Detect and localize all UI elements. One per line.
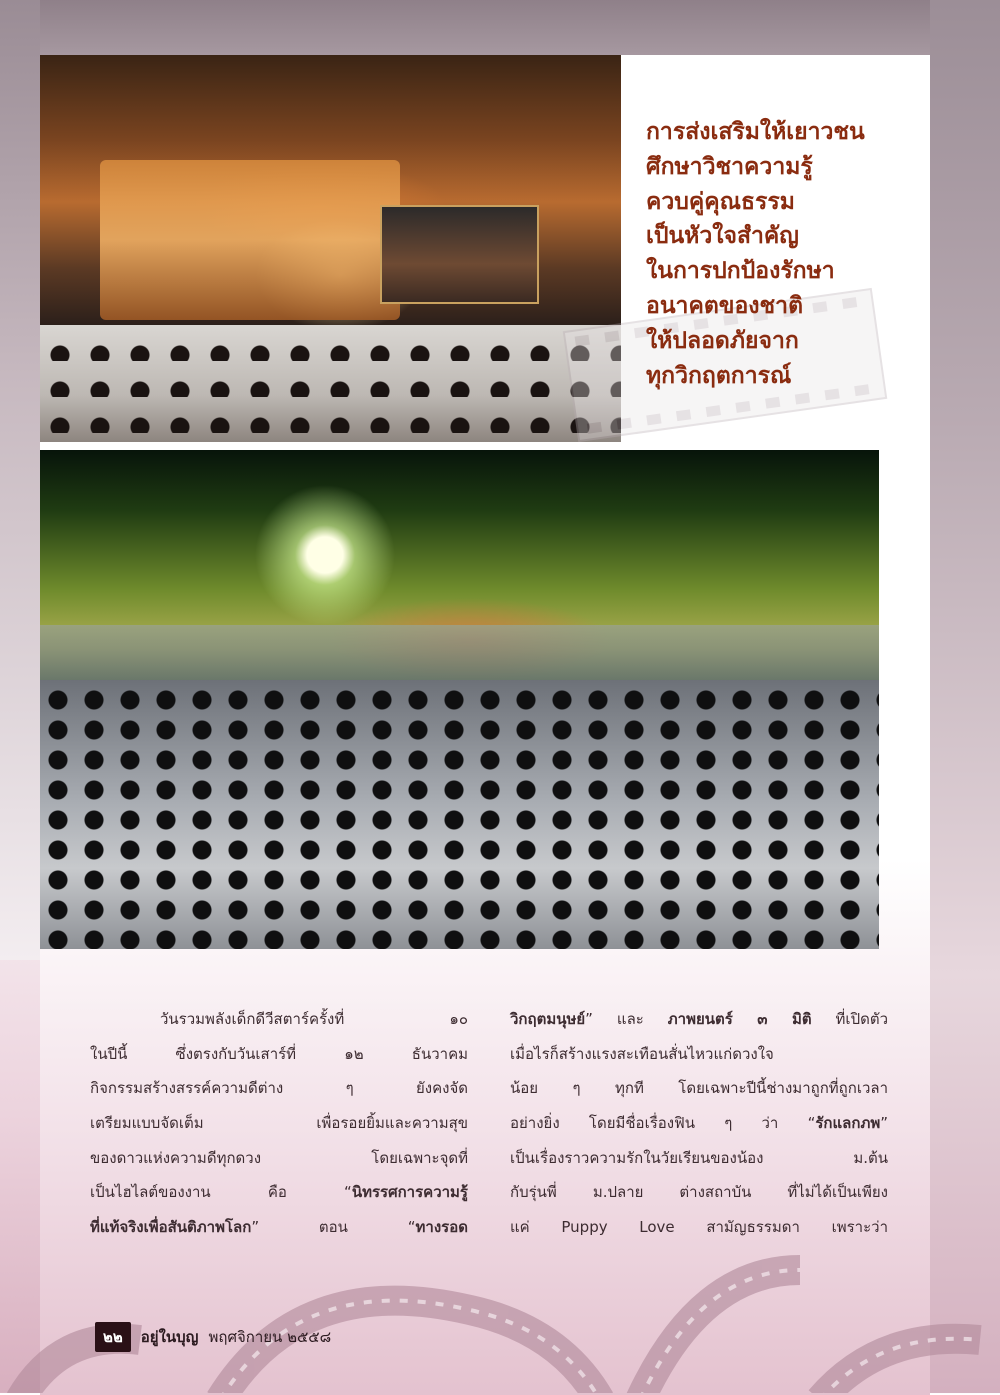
photo-screen-scene — [40, 625, 879, 685]
film-title: รักแลกภพ — [815, 1114, 881, 1133]
article-line — [510, 1106, 888, 1141]
headline-line: ทุกวิกฤตการณ์ — [646, 362, 792, 389]
headline-line: อนาคตของชาติ — [646, 292, 804, 319]
headline-line: ควบคู่คุณธรรม — [646, 188, 795, 215]
article-text: อย่างยิ่ง โดยมีชื่อเรื่องฟิน ๆ ว่า “ — [510, 1114, 816, 1133]
article-text: ที่เปิดตัว — [811, 1010, 888, 1028]
article-line: วันรวมพลังเด็กดีวีสตาร์ครั้งที่ ๑๐ — [160, 1010, 468, 1028]
article-column-left — [90, 1002, 468, 1245]
article-line — [510, 1002, 888, 1037]
headline-line: การส่งเสริมให้เยาวชน — [646, 119, 865, 145]
article-line: ของดาวแห่งความดีทุกดวง โดยเฉพาะจุดที่ — [90, 1148, 468, 1167]
page-number: ๒๒ — [95, 1322, 131, 1352]
photo-exhibition-hall — [40, 55, 621, 442]
article-line: เป็นเรื่องราวความรักในวัยเรียนของน้อง ม.ต้น — [510, 1148, 888, 1167]
article-column-right — [510, 1002, 888, 1245]
right-decorative-edge — [930, 0, 1000, 1393]
episode-title: วิกฤตมนุษย์ — [510, 1010, 586, 1028]
page-footer — [95, 1322, 331, 1352]
left-decorative-edge — [0, 0, 40, 960]
article-line: เตรียมแบบจัดเต็ม เพื่อรอยยิ้มและความสุข — [90, 1114, 468, 1133]
article-line: น้อย ๆ ทุกที โดยเฉพาะปีนี้ช่างมาถูกที่ถูกเวลา — [510, 1079, 888, 1098]
photo-audience — [40, 325, 621, 442]
episode-title: ทางรอด — [415, 1218, 468, 1237]
issue-date: พฤศจิกายน ๒๕๕๘ — [208, 1328, 332, 1346]
article-text: เป็นไฮไลต์ของงาน คือ “ — [90, 1183, 352, 1202]
publication-name: อยู่ในบุญ — [140, 1328, 199, 1346]
film-strip-decoration-bottom — [0, 1230, 1000, 1393]
photo-audience — [40, 680, 879, 949]
article-text: ” ตอน “ — [251, 1218, 416, 1237]
headline-line: ศึกษาวิชาความรู้ — [646, 153, 813, 180]
exhibition-title: ที่แท้จริงเพื่อสันติภาพโลก — [90, 1218, 252, 1237]
article-line: แค่ Puppy Love สามัญธรรมดา เพราะว่า — [510, 1218, 888, 1237]
photo-3d-theater — [40, 450, 879, 949]
headline-line: ในการปกป้องรักษา — [646, 258, 835, 285]
film-label: ภาพยนตร์ ๓ มิติ — [667, 1010, 812, 1028]
photo-stage — [100, 160, 400, 320]
pull-quote-headline — [646, 115, 916, 393]
article-line: กิจกรรมสร้างสรรค์ความดีต่าง ๆ ยังคงจัด — [90, 1079, 468, 1098]
photo-screen — [380, 205, 539, 304]
article-text: ” — [880, 1114, 888, 1133]
article-text: ” และ — [585, 1010, 668, 1028]
top-decorative-band — [0, 0, 1000, 60]
article-line: กับรุ่นพี่ ม.ปลาย ต่างสถาบัน ที่ไม่ได้เป็นเพียง — [510, 1183, 888, 1202]
headline-line: ให้ปลอดภัยจาก — [646, 327, 799, 354]
exhibition-title: นิทรรศการความรู้ — [351, 1183, 468, 1202]
headline-line: เป็นหัวใจสำคัญ — [646, 223, 799, 250]
article-line: เมื่อไรก็สร้างแรงสะเทือนสั่นไหวแก่ดวงใจ — [510, 1044, 774, 1063]
article-line: ในปีนี้ ซึ่งตรงกับวันเสาร์ที่ ๑๒ ธันวาคม — [90, 1044, 468, 1063]
article-line — [90, 1175, 468, 1210]
